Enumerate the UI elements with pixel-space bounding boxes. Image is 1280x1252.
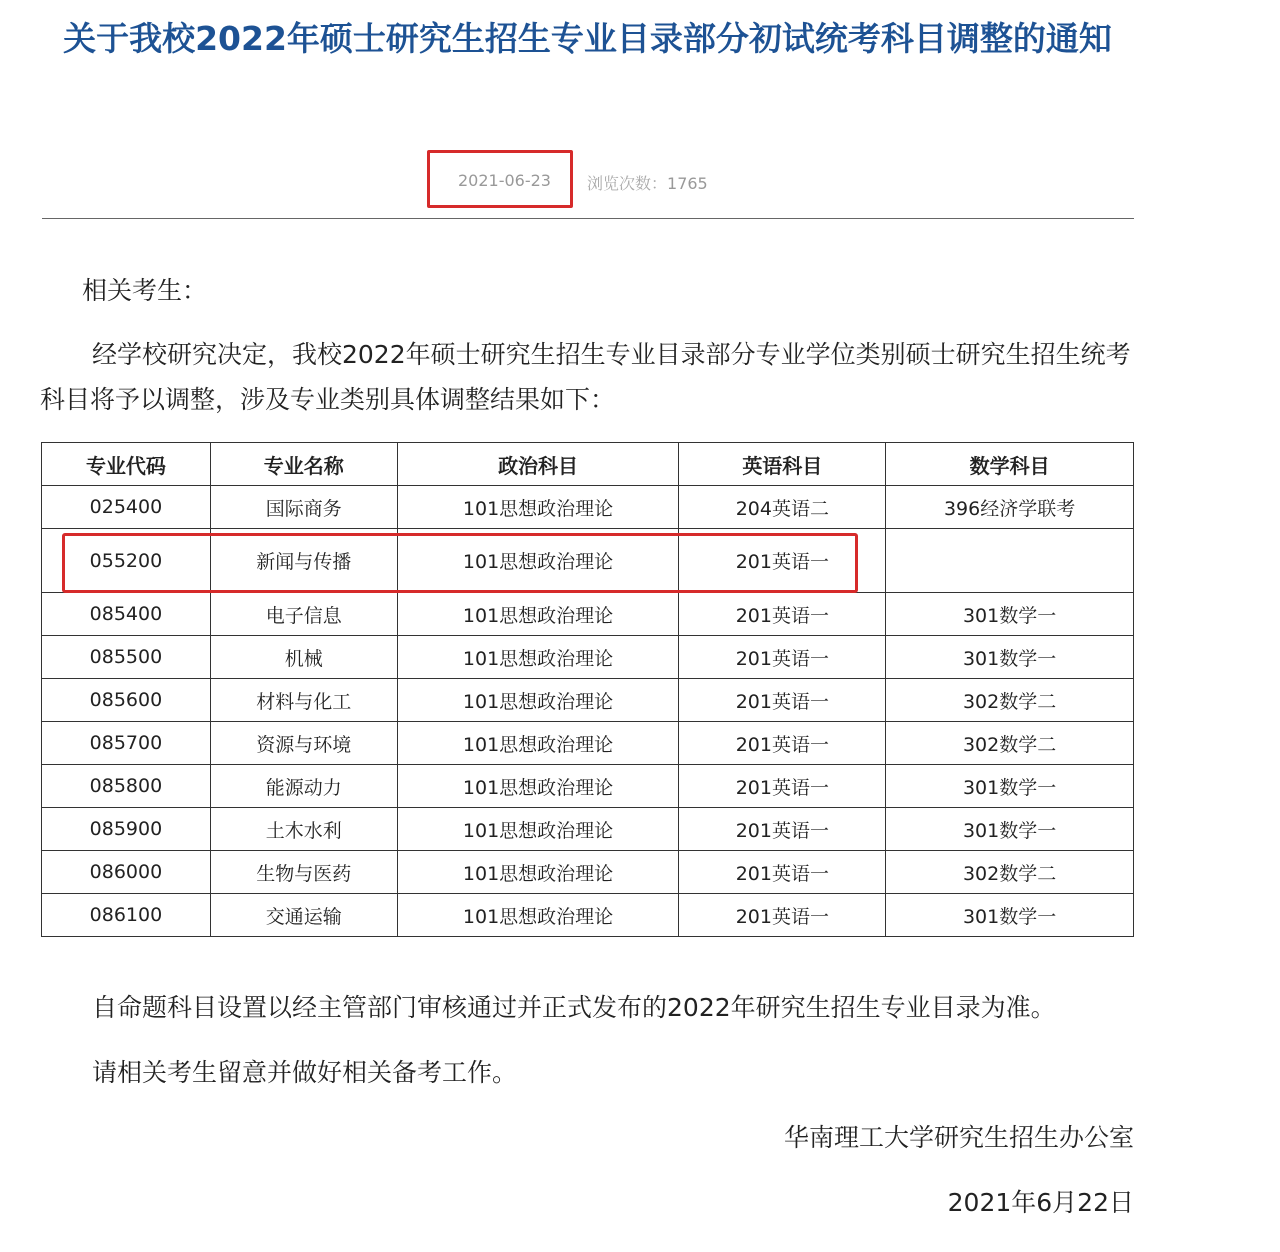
cell-politics: 101思想政治理论 (397, 894, 679, 937)
cell-code: 086100 (42, 894, 211, 937)
view-count (587, 171, 708, 194)
view-count-label: 浏览次数： (587, 174, 668, 193)
cell-politics: 101思想政治理论 (397, 851, 679, 894)
cell-politics: 101思想政治理论 (397, 486, 679, 529)
table-row (42, 636, 1134, 679)
reminder-paragraph: 请相关考生留意并做好相关备考工作。 (92, 1058, 518, 1087)
cell-english: 201英语一 (679, 636, 886, 679)
row-highlight-box (62, 533, 858, 593)
salutation: 相关考生： (82, 276, 208, 305)
cell-politics: 101思想政治理论 (397, 529, 679, 593)
cell-math: 302数学二 (886, 851, 1134, 894)
header-english: 英语科目 (679, 443, 886, 486)
cell-code: 085600 (42, 679, 211, 722)
table-header-row (42, 443, 1134, 486)
cell-politics: 101思想政治理论 (397, 808, 679, 851)
cell-english: 201英语一 (679, 851, 886, 894)
cell-name: 土木水利 (210, 808, 397, 851)
closing-paragraph: 自命题科目设置以经主管部门审核通过并正式发布的2022年研究生招生专业目录为准。 (92, 993, 1056, 1022)
cell-math (886, 529, 1134, 593)
cell-math: 396经济学联考 (886, 486, 1134, 529)
cell-code: 025400 (42, 486, 211, 529)
cell-math: 301数学一 (886, 808, 1134, 851)
table-row (42, 808, 1134, 851)
cell-code: 085900 (42, 808, 211, 851)
table-row (42, 593, 1134, 636)
cell-name: 交通运输 (210, 894, 397, 937)
cell-politics: 101思想政治理论 (397, 593, 679, 636)
date-highlight-box (427, 150, 573, 208)
cell-math: 301数学一 (886, 593, 1134, 636)
table-row (42, 894, 1134, 937)
cell-english: 201英语一 (679, 722, 886, 765)
cell-english: 201英语一 (679, 679, 886, 722)
cell-english: 201英语一 (679, 894, 886, 937)
cell-math: 302数学二 (886, 722, 1134, 765)
table-row (42, 722, 1134, 765)
table-row (42, 486, 1134, 529)
cell-english: 204英语二 (679, 486, 886, 529)
view-count-value: 1765 (667, 174, 708, 193)
cell-name: 资源与环境 (210, 722, 397, 765)
table-row (42, 679, 1134, 722)
cell-code: 085700 (42, 722, 211, 765)
cell-english: 201英语一 (679, 765, 886, 808)
cell-math: 302数学二 (886, 679, 1134, 722)
cell-name: 机械 (210, 636, 397, 679)
title-divider (42, 218, 1134, 219)
cell-politics: 101思想政治理论 (397, 765, 679, 808)
cell-code: 086000 (42, 851, 211, 894)
article-meta (0, 166, 1175, 198)
cell-politics: 101思想政治理论 (397, 679, 679, 722)
cell-name: 国际商务 (210, 486, 397, 529)
cell-code: 055200 (42, 529, 211, 593)
cell-math: 301数学一 (886, 765, 1134, 808)
header-math: 数学科目 (886, 443, 1134, 486)
cell-politics: 101思想政治理论 (397, 722, 679, 765)
cell-name: 材料与化工 (210, 679, 397, 722)
cell-name: 新闻与传播 (210, 529, 397, 593)
signature-date: 2021年6月22日 (947, 1188, 1134, 1217)
cell-english: 201英语一 (679, 529, 886, 593)
intro-paragraph: 经学校研究决定，我校2022年硕士研究生招生专业目录部分专业学位类别硕士研究生招生统考科目将予以调整，涉及专业类别具体调整结果如下： (40, 340, 1131, 414)
cell-name: 能源动力 (210, 765, 397, 808)
table-row (42, 765, 1134, 808)
page-title: 关于我校2022年硕士研究生招生专业目录部分初试统考科目调整的通知 (63, 19, 1112, 58)
cell-name: 电子信息 (210, 593, 397, 636)
cell-english: 201英语一 (679, 593, 886, 636)
cell-code: 085800 (42, 765, 211, 808)
cell-politics: 101思想政治理论 (397, 636, 679, 679)
cell-math: 301数学一 (886, 894, 1134, 937)
cell-name: 生物与医药 (210, 851, 397, 894)
cell-code: 085400 (42, 593, 211, 636)
header-major-code: 专业代码 (42, 443, 211, 486)
cell-english: 201英语一 (679, 808, 886, 851)
signature: 华南理工大学研究生招生办公室 (783, 1123, 1134, 1152)
publish-date: 2021-06-23 (458, 171, 551, 190)
cell-code: 085500 (42, 636, 211, 679)
table-row (42, 851, 1134, 894)
subject-table (41, 442, 1134, 937)
header-politics: 政治科目 (397, 443, 679, 486)
cell-math: 301数学一 (886, 636, 1134, 679)
header-major-name: 专业名称 (210, 443, 397, 486)
